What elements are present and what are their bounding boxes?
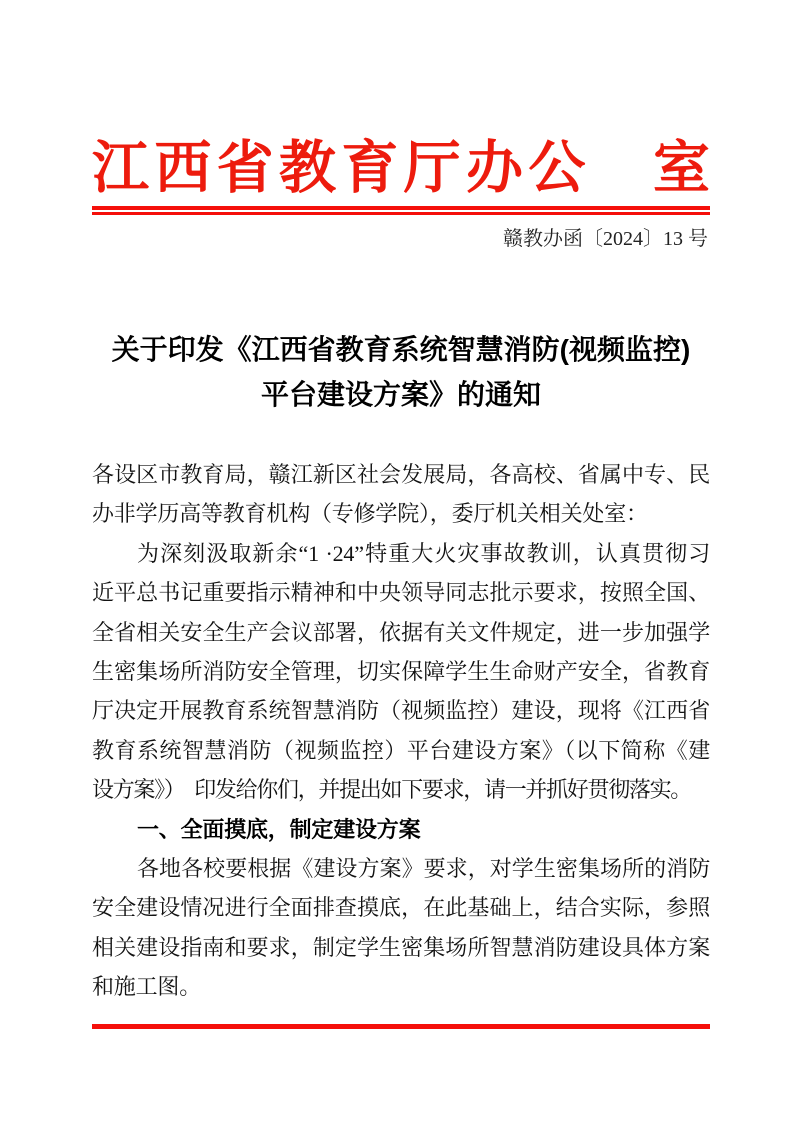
body-line: 生密集场所消防安全管理，切实保障学生生命财产安全，省教育 — [92, 659, 710, 685]
document-content-column — [92, 0, 710, 1131]
document-title-line-1: 关于印发《江西省教育系统智慧消防(视频监控) — [111, 334, 691, 365]
body-line: 近平总书记重要指示精神和中央领导同志批示要求，按照全国、 — [92, 580, 710, 606]
doc-number: 赣教办函〔2024〕13 号 — [503, 228, 708, 250]
body-line: 办非学历高等教育机构（专修学院），委厅机关相关处室： — [92, 501, 648, 527]
document-title-line-2: 平台建设方案》的通知 — [260, 379, 541, 410]
body-line: 各设区市教育局，赣江新区社会发展局，各高校、省属中专、民 — [92, 462, 710, 487]
body-line: 教育系统智慧消防（视频监控）平台建设方案》（以下简称《建 — [92, 737, 710, 763]
document-title — [92, 327, 710, 417]
body-line: 设方案》） 印发给你们，并提出如下要求，请一并抓好贯彻落实。 — [92, 777, 692, 803]
body-line: 全省相关安全生产会议部署，依据有关文件规定，进一步加强学 — [92, 619, 710, 645]
body-line: 安全建设情况进行全面排查摸底，在此基础上，结合实际，参照 — [92, 895, 710, 921]
body-line: 厅决定开展教育系统智慧消防（视频监控）建设，现将《江西省 — [92, 698, 710, 724]
document-body — [92, 455, 710, 1007]
section-heading: 一、全面摸底，制定建设方案 — [137, 816, 421, 842]
body-line: 为深刻汲取新余“1 ·24”特重大火灾事故教训，认真贯彻习 — [137, 540, 710, 566]
masthead-divider-line — [92, 206, 710, 215]
footer-divider-line — [92, 1024, 710, 1029]
masthead-org-name: 江西省教育厅办公 室 — [92, 137, 710, 200]
body-line: 各地各校要根据《建设方案》要求，对学生密集场所的消防 — [137, 856, 710, 882]
body-line: 相关建设指南和要求，制定学生密集场所智慧消防建设具体方案 — [92, 934, 710, 960]
body-line: 和施工图。 — [92, 974, 202, 1000]
